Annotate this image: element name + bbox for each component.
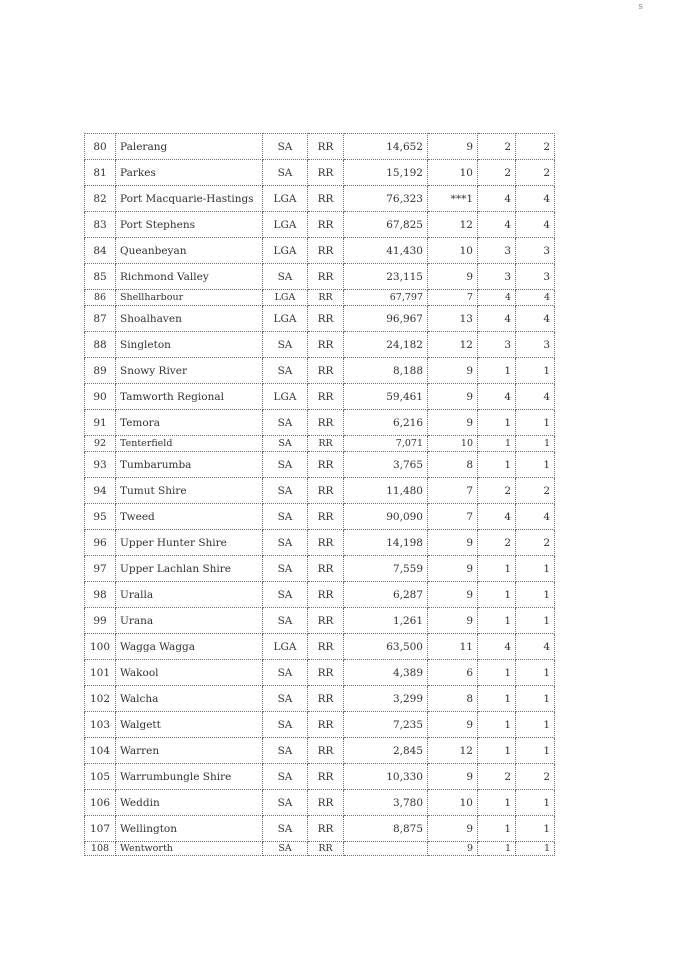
council-type-cell: SA: [263, 738, 308, 764]
count-col-3-cell: 4: [516, 290, 555, 306]
council-name-cell: Temora: [116, 410, 263, 436]
count-col-3-cell: 3: [516, 238, 555, 264]
row-number-cell: 81: [85, 160, 116, 186]
count-col-3-cell: 1: [516, 816, 555, 842]
council-name-cell: Richmond Valley: [116, 264, 263, 290]
table-row: [85, 582, 555, 608]
count-col-1-cell: 8: [428, 452, 478, 478]
council-name-cell: Port Macquarie-Hastings: [116, 186, 263, 212]
council-name-cell: Shoalhaven: [116, 306, 263, 332]
population-cell: 7,071: [344, 436, 428, 452]
count-col-2-cell: 1: [478, 582, 516, 608]
table-row: [85, 306, 555, 332]
count-col-1-cell: 13: [428, 306, 478, 332]
council-name-cell: Warrumbungle Shire: [116, 764, 263, 790]
count-col-3-cell: 1: [516, 436, 555, 452]
council-class-cell: RR: [308, 134, 344, 160]
count-col-1-cell: 12: [428, 212, 478, 238]
council-name-cell: Urana: [116, 608, 263, 634]
council-class-cell: RR: [308, 452, 344, 478]
table-row: [85, 842, 555, 856]
count-col-3-cell: 1: [516, 686, 555, 712]
row-number-cell: 100: [85, 634, 116, 660]
council-type-cell: SA: [263, 436, 308, 452]
count-col-1-cell: ***1: [428, 186, 478, 212]
table-row: [85, 134, 555, 160]
row-number-cell: 103: [85, 712, 116, 738]
page-corner-mark: s: [638, 2, 643, 12]
count-col-2-cell: 3: [478, 332, 516, 358]
count-col-1-cell: 7: [428, 290, 478, 306]
council-name-cell: Queanbeyan: [116, 238, 263, 264]
council-name-cell: Uralla: [116, 582, 263, 608]
council-name-cell: Tumut Shire: [116, 478, 263, 504]
count-col-1-cell: 9: [428, 764, 478, 790]
count-col-2-cell: 1: [478, 660, 516, 686]
population-cell: 67,797: [344, 290, 428, 306]
count-col-3-cell: 2: [516, 530, 555, 556]
council-type-cell: SA: [263, 712, 308, 738]
row-number-cell: 86: [85, 290, 116, 306]
population-cell: 14,652: [344, 134, 428, 160]
count-col-2-cell: 1: [478, 686, 516, 712]
table-row: [85, 332, 555, 358]
row-number-cell: 102: [85, 686, 116, 712]
count-col-2-cell: 1: [478, 712, 516, 738]
council-name-cell: Snowy River: [116, 358, 263, 384]
count-col-2-cell: 3: [478, 264, 516, 290]
count-col-1-cell: 10: [428, 790, 478, 816]
count-col-3-cell: 2: [516, 160, 555, 186]
council-class-cell: RR: [308, 410, 344, 436]
council-name-cell: Port Stephens: [116, 212, 263, 238]
table-row: [85, 436, 555, 452]
count-col-3-cell: 1: [516, 842, 555, 856]
council-name-cell: Tumbarumba: [116, 452, 263, 478]
count-col-2-cell: 4: [478, 290, 516, 306]
council-type-cell: SA: [263, 582, 308, 608]
count-col-2-cell: 1: [478, 436, 516, 452]
table-row: [85, 556, 555, 582]
row-number-cell: 83: [85, 212, 116, 238]
table-row: [85, 504, 555, 530]
count-col-1-cell: 7: [428, 478, 478, 504]
council-class-cell: RR: [308, 186, 344, 212]
count-col-1-cell: 6: [428, 660, 478, 686]
population-cell: 15,192: [344, 160, 428, 186]
council-type-cell: SA: [263, 842, 308, 856]
count-col-2-cell: 2: [478, 764, 516, 790]
row-number-cell: 87: [85, 306, 116, 332]
council-class-cell: RR: [308, 686, 344, 712]
population-cell: 3,780: [344, 790, 428, 816]
row-number-cell: 91: [85, 410, 116, 436]
table-row: [85, 358, 555, 384]
council-name-cell: Walgett: [116, 712, 263, 738]
council-type-cell: SA: [263, 134, 308, 160]
council-type-cell: SA: [263, 160, 308, 186]
council-name-cell: Wellington: [116, 816, 263, 842]
council-class-cell: RR: [308, 790, 344, 816]
row-number-cell: 94: [85, 478, 116, 504]
count-col-2-cell: 1: [478, 842, 516, 856]
count-col-2-cell: 1: [478, 816, 516, 842]
council-type-cell: SA: [263, 608, 308, 634]
row-number-cell: 80: [85, 134, 116, 160]
table-row: [85, 410, 555, 436]
council-name-cell: Walcha: [116, 686, 263, 712]
population-cell: 3,299: [344, 686, 428, 712]
count-col-2-cell: 2: [478, 478, 516, 504]
population-cell: 59,461: [344, 384, 428, 410]
count-col-3-cell: 1: [516, 582, 555, 608]
council-class-cell: RR: [308, 212, 344, 238]
council-class-cell: RR: [308, 384, 344, 410]
council-type-cell: SA: [263, 478, 308, 504]
count-col-1-cell: 9: [428, 410, 478, 436]
row-number-cell: 107: [85, 816, 116, 842]
row-number-cell: 95: [85, 504, 116, 530]
count-col-1-cell: 9: [428, 842, 478, 856]
row-number-cell: 84: [85, 238, 116, 264]
count-col-3-cell: 4: [516, 186, 555, 212]
row-number-cell: 101: [85, 660, 116, 686]
count-col-3-cell: 4: [516, 504, 555, 530]
row-number-cell: 88: [85, 332, 116, 358]
council-class-cell: RR: [308, 582, 344, 608]
table-row: [85, 478, 555, 504]
table-row: [85, 186, 555, 212]
row-number-cell: 98: [85, 582, 116, 608]
population-cell: 6,216: [344, 410, 428, 436]
council-name-cell: Upper Lachlan Shire: [116, 556, 263, 582]
council-type-cell: SA: [263, 530, 308, 556]
count-col-1-cell: 8: [428, 686, 478, 712]
population-cell: [344, 842, 428, 856]
council-type-cell: LGA: [263, 634, 308, 660]
count-col-1-cell: 9: [428, 134, 478, 160]
count-col-3-cell: 1: [516, 452, 555, 478]
count-col-1-cell: 9: [428, 384, 478, 410]
table-row: [85, 738, 555, 764]
row-number-cell: 106: [85, 790, 116, 816]
count-col-1-cell: 12: [428, 332, 478, 358]
population-cell: 3,765: [344, 452, 428, 478]
council-name-cell: Tweed: [116, 504, 263, 530]
population-cell: 90,090: [344, 504, 428, 530]
count-col-2-cell: 4: [478, 384, 516, 410]
population-cell: 11,480: [344, 478, 428, 504]
council-class-cell: RR: [308, 764, 344, 790]
table-row: [85, 660, 555, 686]
count-col-3-cell: 4: [516, 634, 555, 660]
table-row: [85, 238, 555, 264]
council-type-cell: SA: [263, 358, 308, 384]
population-cell: 23,115: [344, 264, 428, 290]
council-type-cell: SA: [263, 686, 308, 712]
table-row: [85, 816, 555, 842]
council-type-cell: SA: [263, 504, 308, 530]
table-row: [85, 530, 555, 556]
count-col-2-cell: 4: [478, 504, 516, 530]
population-cell: 63,500: [344, 634, 428, 660]
count-col-1-cell: 11: [428, 634, 478, 660]
count-col-1-cell: 9: [428, 530, 478, 556]
count-col-2-cell: 1: [478, 556, 516, 582]
count-col-2-cell: 4: [478, 634, 516, 660]
council-type-cell: LGA: [263, 384, 308, 410]
council-type-cell: SA: [263, 332, 308, 358]
count-col-3-cell: 3: [516, 264, 555, 290]
count-col-2-cell: 4: [478, 186, 516, 212]
council-class-cell: RR: [308, 556, 344, 582]
count-col-1-cell: 9: [428, 712, 478, 738]
count-col-3-cell: 2: [516, 478, 555, 504]
population-cell: 67,825: [344, 212, 428, 238]
council-class-cell: RR: [308, 290, 344, 306]
count-col-2-cell: 4: [478, 306, 516, 332]
council-name-cell: Wakool: [116, 660, 263, 686]
table-row: [85, 712, 555, 738]
council-class-cell: RR: [308, 160, 344, 186]
row-number-cell: 92: [85, 436, 116, 452]
council-class-cell: RR: [308, 264, 344, 290]
count-col-2-cell: 3: [478, 238, 516, 264]
population-cell: 10,330: [344, 764, 428, 790]
count-col-1-cell: 9: [428, 816, 478, 842]
council-name-cell: Weddin: [116, 790, 263, 816]
count-col-1-cell: 9: [428, 608, 478, 634]
council-class-cell: RR: [308, 332, 344, 358]
population-cell: 8,188: [344, 358, 428, 384]
count-col-2-cell: 1: [478, 738, 516, 764]
population-cell: 6,287: [344, 582, 428, 608]
council-type-cell: LGA: [263, 306, 308, 332]
population-cell: 14,198: [344, 530, 428, 556]
council-name-cell: Warren: [116, 738, 263, 764]
council-type-cell: LGA: [263, 290, 308, 306]
count-col-3-cell: 1: [516, 712, 555, 738]
count-col-2-cell: 1: [478, 790, 516, 816]
count-col-3-cell: 1: [516, 556, 555, 582]
row-number-cell: 93: [85, 452, 116, 478]
count-col-3-cell: 1: [516, 608, 555, 634]
council-class-cell: RR: [308, 358, 344, 384]
count-col-1-cell: 9: [428, 582, 478, 608]
count-col-2-cell: 2: [478, 530, 516, 556]
count-col-1-cell: 7: [428, 504, 478, 530]
count-col-2-cell: 1: [478, 608, 516, 634]
population-cell: 1,261: [344, 608, 428, 634]
population-cell: 96,967: [344, 306, 428, 332]
council-class-cell: RR: [308, 478, 344, 504]
count-col-3-cell: 1: [516, 738, 555, 764]
council-type-cell: SA: [263, 410, 308, 436]
count-col-1-cell: 10: [428, 436, 478, 452]
council-class-cell: RR: [308, 738, 344, 764]
council-name-cell: Shellharbour: [116, 290, 263, 306]
council-class-cell: RR: [308, 530, 344, 556]
count-col-3-cell: 4: [516, 384, 555, 410]
count-col-1-cell: 10: [428, 238, 478, 264]
council-type-cell: SA: [263, 790, 308, 816]
council-class-cell: RR: [308, 712, 344, 738]
council-name-cell: Parkes: [116, 160, 263, 186]
count-col-3-cell: 1: [516, 660, 555, 686]
council-type-cell: SA: [263, 816, 308, 842]
row-number-cell: 99: [85, 608, 116, 634]
council-name-cell: Tamworth Regional: [116, 384, 263, 410]
council-type-cell: LGA: [263, 186, 308, 212]
council-class-cell: RR: [308, 842, 344, 856]
table-row: [85, 686, 555, 712]
row-number-cell: 96: [85, 530, 116, 556]
count-col-3-cell: 4: [516, 212, 555, 238]
council-table: [84, 133, 555, 856]
population-cell: 24,182: [344, 332, 428, 358]
row-number-cell: 85: [85, 264, 116, 290]
council-name-cell: Tenterfield: [116, 436, 263, 452]
count-col-1-cell: 12: [428, 738, 478, 764]
council-table-body: [85, 134, 555, 856]
population-cell: 2,845: [344, 738, 428, 764]
table-row: [85, 634, 555, 660]
table-row: [85, 790, 555, 816]
council-name-cell: Palerang: [116, 134, 263, 160]
council-type-cell: SA: [263, 452, 308, 478]
table-row: [85, 212, 555, 238]
council-class-cell: RR: [308, 660, 344, 686]
count-col-3-cell: 4: [516, 306, 555, 332]
row-number-cell: 82: [85, 186, 116, 212]
council-class-cell: RR: [308, 816, 344, 842]
population-cell: 7,559: [344, 556, 428, 582]
table-row: [85, 264, 555, 290]
row-number-cell: 90: [85, 384, 116, 410]
count-col-3-cell: 1: [516, 358, 555, 384]
population-cell: 76,323: [344, 186, 428, 212]
count-col-2-cell: 1: [478, 358, 516, 384]
count-col-1-cell: 9: [428, 556, 478, 582]
council-name-cell: Wagga Wagga: [116, 634, 263, 660]
count-col-2-cell: 1: [478, 452, 516, 478]
council-class-cell: RR: [308, 608, 344, 634]
council-type-cell: SA: [263, 660, 308, 686]
count-col-3-cell: 1: [516, 410, 555, 436]
row-number-cell: 97: [85, 556, 116, 582]
council-name-cell: Upper Hunter Shire: [116, 530, 263, 556]
count-col-1-cell: 9: [428, 358, 478, 384]
count-col-3-cell: 3: [516, 332, 555, 358]
row-number-cell: 104: [85, 738, 116, 764]
council-name-cell: Wentworth: [116, 842, 263, 856]
row-number-cell: 108: [85, 842, 116, 856]
count-col-3-cell: 1: [516, 790, 555, 816]
count-col-2-cell: 4: [478, 212, 516, 238]
row-number-cell: 105: [85, 764, 116, 790]
table-row: [85, 452, 555, 478]
table-row: [85, 384, 555, 410]
row-number-cell: 89: [85, 358, 116, 384]
count-col-1-cell: 10: [428, 160, 478, 186]
council-class-cell: RR: [308, 634, 344, 660]
council-class-cell: RR: [308, 306, 344, 332]
council-class-cell: RR: [308, 504, 344, 530]
council-type-cell: SA: [263, 764, 308, 790]
count-col-3-cell: 2: [516, 764, 555, 790]
count-col-3-cell: 2: [516, 134, 555, 160]
council-type-cell: LGA: [263, 212, 308, 238]
population-cell: 4,389: [344, 660, 428, 686]
population-cell: 7,235: [344, 712, 428, 738]
council-type-cell: LGA: [263, 238, 308, 264]
council-name-cell: Singleton: [116, 332, 263, 358]
table-row: [85, 608, 555, 634]
table-row: [85, 290, 555, 306]
population-cell: 41,430: [344, 238, 428, 264]
table-row: [85, 764, 555, 790]
table-row: [85, 160, 555, 186]
count-col-2-cell: 1: [478, 410, 516, 436]
count-col-1-cell: 9: [428, 264, 478, 290]
council-type-cell: SA: [263, 556, 308, 582]
council-class-cell: RR: [308, 436, 344, 452]
population-cell: 8,875: [344, 816, 428, 842]
count-col-2-cell: 2: [478, 160, 516, 186]
count-col-2-cell: 2: [478, 134, 516, 160]
council-type-cell: SA: [263, 264, 308, 290]
council-class-cell: RR: [308, 238, 344, 264]
